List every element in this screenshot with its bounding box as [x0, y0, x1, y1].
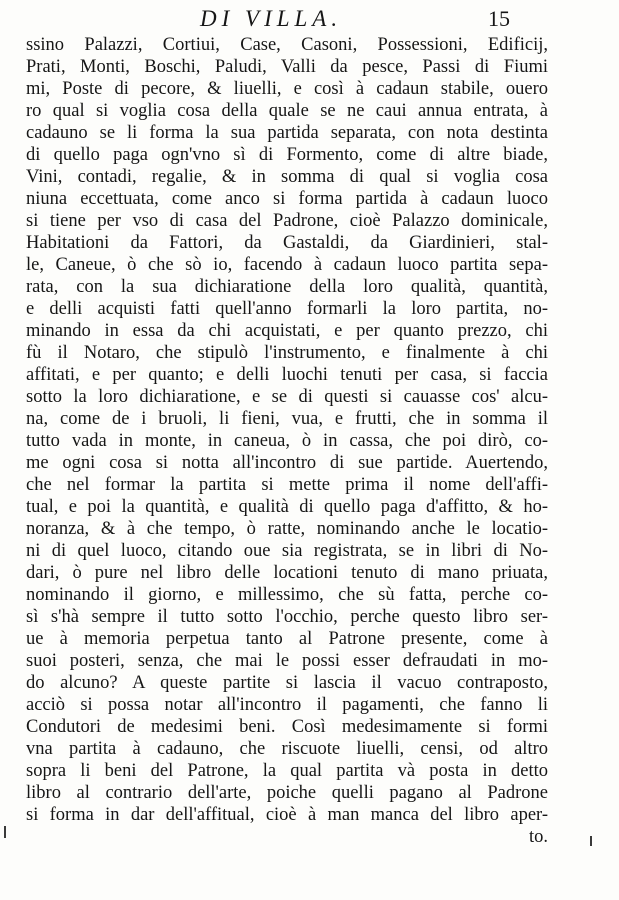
text-line: ue à memoria perpetua tanto al Patrone presente, come à	[26, 629, 548, 649]
margin-mark	[4, 826, 6, 838]
text-line: noranza, & à che tempo, ò ratte, nominando anche le locatio-	[26, 519, 548, 539]
text-line: mi, Poste di pecore, & liuelli, e così à cadaun stabile, ouero	[26, 79, 548, 99]
page-number: 15	[488, 6, 510, 31]
text-line: me ogni cosa si notta all'incontro di sue partide. Auertendo,	[26, 453, 548, 473]
text-line: libro al contrario dell'arte, poiche quelli pagano al Padrone	[26, 783, 548, 803]
running-head	[0, 6, 619, 32]
running-title: DI VILLA.	[200, 6, 343, 31]
text-line: si forma in dar dell'affitual, cioè à man manca del libro aper-	[26, 805, 548, 825]
text-line: sopra li beni del Patrone, la qual partita và posta in detto	[26, 761, 548, 781]
text-line: sì s'hà sempre il tutto sotto l'occhio, perche questo libro ser-	[26, 607, 548, 627]
text-line: Prati, Monti, Boschi, Paludi, Valli da pesce, Passi di Fiumi	[26, 57, 548, 77]
text-line: cadauno se li forma la sua partida separata, con nota destinta	[26, 123, 548, 143]
text-line: tutto vada in monte, in caneua, ò in cassa, che poi dirò, co-	[26, 431, 548, 451]
text-line: che nel formar la partita si mette prima il nome dell'affi-	[26, 475, 548, 495]
text-line: si tiene per vso di casa del Padrone, cioè Palazzo dominicale,	[26, 211, 548, 231]
text-line: le, Caneue, ò che sò io, facendo à cadaun luoco partita sepa-	[26, 255, 548, 275]
text-line: acciò si possa notar all'incontro il pagamenti, che fanno li	[26, 695, 548, 715]
text-line: do alcuno? A queste partite si lascia il vacuo contraposto,	[26, 673, 548, 693]
text-line: e delli acquisti fatti quell'anno formarli la loro partita, no-	[26, 299, 548, 319]
text-line: tual, e poi la quantità, e qualità di quello paga d'affitto, & ho-	[26, 497, 548, 517]
text-line: affitati, e per quanto; e delli luochi tenuti per casa, si faccia	[26, 365, 548, 385]
text-line: na, come de i bruoli, li fieni, vua, e frutti, che in somma il	[26, 409, 548, 429]
text-line: di quello paga ogn'vno sì di Formento, come di altre biade,	[26, 145, 548, 165]
text-line: nominando il giorno, e millessimo, che sù fatta, perche co-	[26, 585, 548, 605]
text-line: dari, ò pure nel libro delle locationi tenuto di mano priuata,	[26, 563, 548, 583]
text-line: suoi posteri, senza, che mai le possi esser defraudati in mo-	[26, 651, 548, 671]
text-line: vna partita à cadauno, che riscuote liuelli, censi, od altro	[26, 739, 548, 759]
text-line: minando in essa da chi acquistati, e per quanto prezzo, chi	[26, 321, 548, 341]
text-line: ni di quel luoco, citando oue sia registrata, se in libri di No-	[26, 541, 548, 561]
text-line: niuna eccettuata, come anco si forma partida à cadaun luoco	[26, 189, 548, 209]
text-line: fù il Notaro, che stipulò l'instrumento, e finalmente à chi	[26, 343, 548, 363]
text-line: ro qual si voglia cosa della quale se ne caui annua entrata, à	[26, 101, 548, 121]
catchword: to.	[528, 827, 548, 847]
text-line: sotto la loro dichiaratione, e se di questi si cauasse cos' alcu-	[26, 387, 548, 407]
text-line: ssino Palazzi, Cortiui, Case, Casoni, Possessioni, Edificij,	[26, 35, 548, 55]
body-text	[26, 34, 548, 848]
text-line: Condutori de medesimi beni. Così medesimamente si formi	[26, 717, 548, 737]
text-line: Habitationi da Fattori, da Gastaldi, da Giardinieri, stal-	[26, 233, 548, 253]
text-line: rata, con la sua dichiaratione della loro qualità, quantità,	[26, 277, 548, 297]
text-line: Vini, contadi, regalie, & in somma di qual si voglia cosa	[26, 167, 548, 187]
margin-mark	[590, 836, 592, 846]
